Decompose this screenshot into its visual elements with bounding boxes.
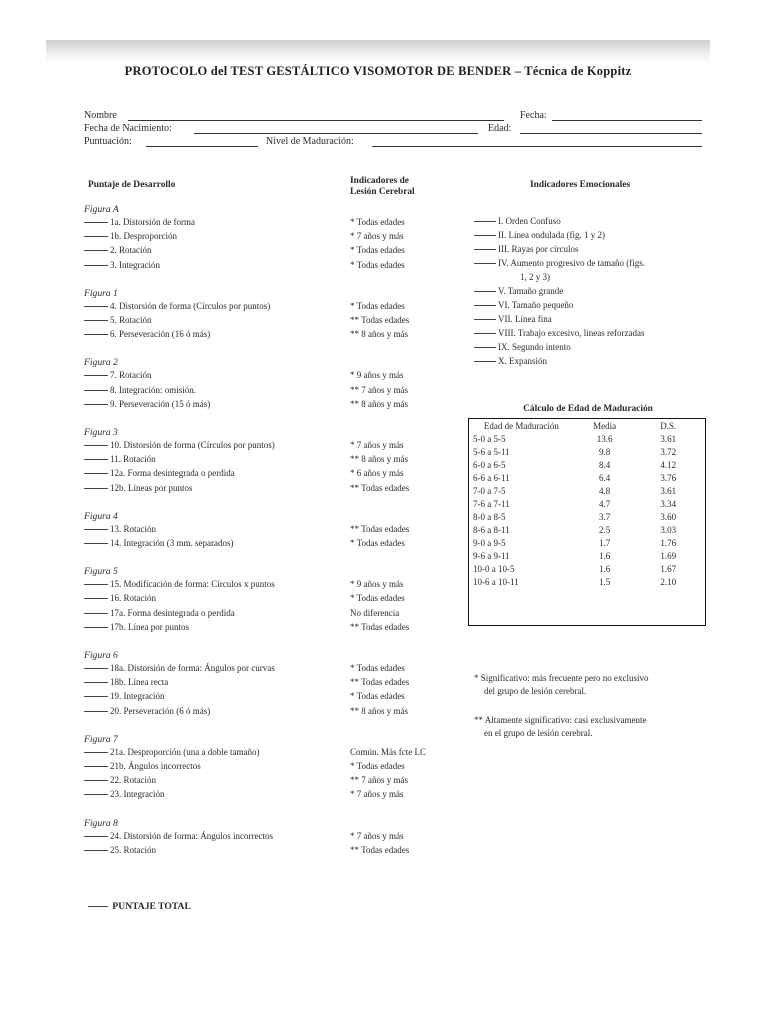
emotional-indicator-label: I. Orden Confuso: [498, 216, 561, 226]
score-blank[interactable]: [84, 236, 108, 237]
score-item: [84, 706, 210, 716]
section-heading: Figura 1: [84, 287, 118, 299]
lesion-indicator-value: * Todas edades: [350, 217, 405, 227]
section-heading: Figura 4: [84, 510, 118, 522]
maturation-age-cell: 9-0 a 9-5: [473, 538, 506, 548]
score-blank[interactable]: [84, 404, 108, 405]
score-item-label: 19. Integración: [110, 691, 165, 702]
score-blank[interactable]: [84, 250, 108, 251]
score-blank[interactable]: [84, 682, 108, 683]
section-heading: Figura 6: [84, 650, 118, 661]
score-item-label: 9. Perseveración (15 ó más): [110, 398, 211, 409]
desarrollo-heading: Puntaje de Desarrollo: [88, 180, 176, 190]
note-altamente: [474, 714, 646, 740]
lesion-indicator-value: ** 7 años y más: [350, 384, 408, 395]
lesion-indicator-value: ** 7 años y más: [350, 775, 408, 786]
score-blank[interactable]: [84, 473, 108, 474]
section-heading: Figura 8: [84, 817, 118, 829]
score-item-label: 24. Distorsión de forma: Ángulos incorrectos: [110, 830, 273, 841]
score-item: [84, 831, 273, 841]
score-item: [84, 440, 275, 450]
score-blank[interactable]: [84, 794, 108, 795]
lesion-indicator-value: * 9 años y más: [350, 579, 404, 590]
lesion-heading-line1: Indicadores de: [350, 176, 409, 186]
emotional-indicator-item: [474, 214, 710, 228]
maturation-row: [471, 434, 699, 447]
maturation-ds-cell: 3.72: [660, 447, 677, 457]
score-item-label: 17a. Forma desintegrada o perdida: [110, 607, 235, 618]
score-item-label: 1b. Desproporción: [110, 231, 177, 242]
score-item-label: 2. Rotación: [110, 245, 152, 256]
score-blank[interactable]: [84, 334, 108, 335]
maturation-table-box: [468, 418, 706, 626]
score-item: [84, 454, 156, 464]
score-item: [84, 789, 164, 799]
maturation-media-cell: 6.4: [599, 473, 611, 483]
emocionales-heading: Indicadores Emocionales: [530, 180, 631, 190]
emotional-indicator-label: IV. Aumento progresivo de tamaño (figs.: [498, 258, 646, 268]
score-item-label: 11. Rotación: [110, 454, 156, 465]
lesion-indicator-value: ** Todas edades: [350, 523, 410, 534]
maturation-row: [471, 486, 699, 499]
score-item-label: 6. Perseveración (16 ó más): [110, 329, 211, 340]
score-item: [84, 217, 195, 227]
maturation-media-cell: 9.8: [599, 447, 611, 457]
lesion-indicator-value: ** 8 años y más: [350, 329, 408, 340]
maturation-age-cell: 8-6 a 8-11: [473, 525, 510, 535]
emotional-indicator-label: VII. Línea fina: [498, 314, 552, 324]
emotional-indicator-item: [474, 354, 710, 368]
fecha-field[interactable]: [552, 111, 702, 121]
maturation-age-cell: 7-6 a 7-11: [473, 499, 510, 509]
lesion-heading: [350, 176, 415, 198]
score-item: [84, 370, 152, 380]
viewer-top-bar: [46, 40, 710, 64]
note-altamente-line2: en el grupo de lesión cerebral.: [484, 728, 593, 738]
emotional-indicator-label: VI. Tamaño pequeño: [498, 300, 574, 310]
score-item: [84, 747, 259, 757]
score-item-label: 17b. Línea por puntos: [110, 621, 189, 632]
maturation-ds-cell: 2.10: [660, 577, 677, 587]
score-blank[interactable]: [84, 320, 108, 321]
score-item: [84, 524, 156, 534]
maturation-media-cell: 8.4: [599, 460, 611, 470]
score-item-label: 12b. Líneas por puntos: [110, 482, 193, 493]
lesion-indicator-value: ** 8 años y más: [350, 398, 408, 409]
score-blank[interactable]: [84, 766, 108, 767]
emotional-blank[interactable]: [474, 347, 496, 348]
nombre-field[interactable]: [128, 111, 504, 121]
emotional-indicator-item: [474, 340, 710, 354]
emotional-blank[interactable]: [474, 291, 496, 292]
score-item: [84, 677, 168, 687]
maturation-age-cell: 5-6 a 5-11: [473, 447, 510, 457]
lesion-indicator-value: * Todas edades: [350, 761, 405, 771]
score-item: [84, 260, 160, 270]
lesion-indicator-value: Común. Más fcte LC: [350, 746, 426, 757]
nombre-label: Nombre: [84, 110, 117, 121]
maturation-row: [471, 460, 699, 473]
score-blank[interactable]: [84, 459, 108, 460]
score-item-label: 7. Rotación: [110, 370, 152, 381]
emotional-indicator-label: VIII. Trabajo excesivo, líneas reforzadas: [498, 328, 645, 338]
lesion-indicator-value: * 7 años y más: [350, 231, 404, 242]
maturation-ds-cell: 4.12: [660, 460, 677, 470]
maturation-ds-cell: 3.76: [660, 473, 677, 483]
maturation-ds-cell: 1.69: [660, 551, 677, 561]
score-blank[interactable]: [84, 598, 108, 599]
lesion-indicator-value: ** Todas edades: [350, 621, 410, 632]
nivel-maduracion-label: Nivel de Maduración:: [266, 136, 354, 147]
lesion-heading-line2: Lesión Cerebral: [350, 187, 415, 197]
emotional-indicator-label: III. Rayas por círculos: [498, 244, 579, 254]
score-item: [84, 761, 201, 771]
section-heading: Figura 3: [84, 427, 118, 438]
puntuacion-label: Puntuación:: [84, 136, 132, 147]
emotional-indicator-item: [474, 312, 710, 326]
emotional-blank[interactable]: [474, 319, 496, 320]
maturation-age-cell: 6-6 a 6-11: [473, 473, 510, 483]
maturation-header-ds: D.S.: [660, 421, 677, 431]
emotional-indicator-label: II. Línea ondulada (fig. 1 y 2): [498, 230, 605, 240]
score-item-label: 23. Integración: [110, 789, 165, 800]
maturation-table: [471, 421, 699, 590]
score-item-label: 1a. Distorsión de forma: [110, 217, 195, 227]
emotional-blank[interactable]: [474, 235, 496, 236]
lesion-indicator-value: * Todas edades: [350, 593, 405, 604]
score-item-label: 12a. Forma desintegrada o perdida: [110, 468, 235, 479]
maturation-age-cell: 10-0 a 10-5: [473, 564, 515, 574]
score-item: [84, 691, 164, 701]
lesion-indicator-value: * 7 años y más: [350, 440, 404, 450]
score-blank[interactable]: [84, 390, 108, 391]
emotional-blank[interactable]: [474, 221, 496, 222]
score-blank[interactable]: [84, 752, 108, 753]
score-blank[interactable]: [84, 627, 108, 628]
score-blank[interactable]: [84, 543, 108, 544]
score-item: [84, 538, 233, 548]
lesion-indicator-value: No diferencia: [350, 607, 400, 618]
lesion-indicator-value: * Todas edades: [350, 538, 405, 548]
score-blank[interactable]: [84, 780, 108, 781]
maturation-row: [471, 512, 699, 525]
emotional-indicator-item: [474, 270, 710, 284]
lesion-indicator-value: * Todas edades: [350, 245, 405, 256]
section-heading: Figura 2: [84, 357, 118, 369]
emotional-indicator-label: V. Tamaño grande: [498, 286, 564, 296]
emotional-indicator-label: 1, 2 y 3): [520, 272, 550, 282]
maturation-ds-cell: 3.61: [660, 434, 677, 444]
score-item-label: 18b. Línea recta: [110, 677, 169, 688]
score-item-label: 10. Distorsión de forma (Círculos por puntos): [110, 440, 275, 450]
score-blank[interactable]: [84, 375, 108, 376]
score-item: [84, 663, 275, 673]
emotional-blank[interactable]: [474, 249, 496, 250]
puntaje-total-blank[interactable]: [88, 906, 108, 907]
puntaje-total: [88, 901, 191, 912]
maturation-header-media: Media: [593, 421, 617, 431]
score-item: [84, 622, 189, 632]
fecha-nacimiento-label: Fecha de Nacimiento:: [84, 123, 172, 134]
maturation-age-cell: 5-0 a 5-5: [473, 434, 506, 444]
maturation-age-cell: 9-6 a 9-11: [473, 551, 510, 561]
emotional-indicator-label: IX. Segundo intento: [498, 342, 571, 352]
maturation-header-age: Edad de Maduración: [483, 421, 559, 431]
score-item: [84, 608, 235, 618]
maturation-row: [471, 577, 699, 590]
lesion-indicator-value: * 9 años y más: [350, 370, 404, 381]
score-blank[interactable]: [84, 613, 108, 614]
lesion-indicator-value: ** Todas edades: [350, 677, 410, 688]
note-significativo-line2: del grupo de lesión cerebral.: [484, 686, 587, 696]
score-blank[interactable]: [84, 265, 108, 266]
score-item: [84, 245, 152, 255]
maturation-row: [471, 499, 699, 512]
section-heading: Figura 7: [84, 733, 118, 745]
maturation-row: [471, 551, 699, 564]
section-heading: Figura A: [84, 204, 119, 215]
score-item-label: 21a. Desproporción (una a doble tamaño): [110, 746, 260, 757]
maturation-media-cell: 1.6: [599, 551, 611, 561]
maturation-ds-cell: 3.34: [660, 499, 677, 509]
maturation-media-cell: 3.7: [599, 512, 611, 522]
score-item: [84, 301, 270, 311]
score-item: [84, 315, 152, 325]
emotional-indicator-label: X. Expansión: [498, 356, 547, 366]
note-significativo: [474, 672, 648, 698]
score-blank[interactable]: [84, 711, 108, 712]
maturation-media-cell: 1.7: [599, 538, 611, 548]
emotional-indicator-item: [474, 284, 710, 298]
maturation-age-cell: 6-0 a 6-5: [473, 460, 506, 470]
emotional-indicator-item: [474, 298, 710, 312]
lesion-indicator-value: ** Todas edades: [350, 844, 410, 855]
score-item-label: 16. Rotación: [110, 593, 156, 604]
maturation-ds-cell: 1.76: [660, 538, 677, 548]
lesion-indicator-value: ** Todas edades: [350, 315, 410, 325]
score-blank[interactable]: [84, 488, 108, 489]
score-item: [84, 593, 156, 603]
maturation-header-row: [471, 421, 699, 434]
score-blank[interactable]: [84, 306, 108, 307]
maturation-ds-cell: 3.61: [660, 486, 677, 496]
fecha-nacimiento-field[interactable]: [194, 124, 478, 134]
lesion-indicator-value: * Todas edades: [350, 300, 405, 311]
lesion-indicator-value: ** 8 años y más: [350, 454, 408, 465]
maturation-age-cell: 10-6 a 10-11: [473, 577, 519, 587]
score-item: [84, 775, 156, 785]
score-blank[interactable]: [84, 696, 108, 697]
emotional-indicators-list: [474, 214, 710, 368]
score-item-label: 8. Integración: omisión.: [110, 384, 196, 395]
maturation-media-cell: 13.6: [596, 434, 613, 444]
lesion-indicator-value: * Todas edades: [350, 259, 405, 270]
note-altamente-line1: ** Altamente significativo: casi exclusivamente: [474, 715, 647, 725]
maturation-ds-cell: 3.03: [660, 525, 677, 535]
emotional-blank[interactable]: [474, 305, 496, 306]
score-item-label: 14. Integración (3 mm. separados): [110, 538, 234, 548]
score-blank[interactable]: [84, 222, 108, 223]
maturation-row: [471, 538, 699, 551]
edad-label: Edad:: [488, 123, 512, 134]
score-item-label: 13. Rotación: [110, 523, 156, 534]
lesion-indicator-value: * Todas edades: [350, 663, 405, 673]
score-blank[interactable]: [84, 445, 108, 446]
maturation-age-cell: 7-0 a 7-5: [473, 486, 506, 496]
maturation-row: [471, 564, 699, 577]
emotional-blank[interactable]: [474, 263, 496, 264]
maturation-media-cell: 4.8: [599, 486, 611, 496]
section-heading: Figura 5: [84, 566, 118, 578]
score-item-label: 5. Rotación: [110, 315, 152, 325]
protocol-sheet: [46, 64, 710, 944]
score-item-label: 22. Rotación: [110, 775, 156, 786]
puntaje-total-label: PUNTAJE TOTAL: [112, 901, 191, 912]
lesion-indicator-value: * 7 años y más: [350, 789, 404, 800]
score-blank[interactable]: [84, 529, 108, 530]
lesion-indicator-value: * Todas edades: [350, 691, 405, 702]
score-item: [84, 845, 156, 855]
score-item-label: 21b. Ángulos incorrectos: [110, 761, 201, 771]
maturation-row: [471, 473, 699, 486]
score-item-label: 4. Distorsión de forma (Círculos por puntos): [110, 300, 271, 311]
score-item: [84, 399, 210, 409]
score-item: [84, 468, 235, 478]
maturation-ds-cell: 1.67: [660, 564, 677, 574]
score-item: [84, 385, 196, 395]
lesion-indicator-value: * 6 años y más: [350, 468, 404, 479]
emotional-indicator-item: [474, 256, 710, 270]
maturation-age-cell: 8-0 a 8-5: [473, 512, 506, 522]
fecha-label: Fecha:: [520, 110, 547, 121]
edad-field[interactable]: [520, 124, 702, 134]
maturation-media-cell: 1.6: [599, 564, 611, 574]
score-item: [84, 329, 210, 339]
score-blank[interactable]: [84, 668, 108, 669]
maturation-media-cell: 1.5: [599, 577, 611, 587]
score-item: [84, 231, 177, 241]
score-item: [84, 579, 275, 589]
lesion-indicator-value: ** 8 años y más: [350, 705, 408, 716]
score-item-label: 25. Rotación: [110, 844, 156, 855]
score-item: [84, 483, 193, 493]
maturation-row: [471, 525, 699, 538]
maturation-row: [471, 447, 699, 460]
lesion-indicator-value: * 7 años y más: [350, 830, 404, 841]
emotional-blank[interactable]: [474, 333, 496, 334]
lesion-indicator-value: ** Todas edades: [350, 482, 410, 493]
emotional-indicator-item: [474, 228, 710, 242]
maturation-media-cell: 2.5: [599, 525, 611, 535]
score-item-label: 15. Modificación de forma: Círculos x puntos: [110, 579, 275, 590]
development-scoring-list: [84, 204, 494, 894]
emotional-indicator-item: [474, 242, 710, 256]
score-blank[interactable]: [84, 836, 108, 837]
score-item-label: 20. Perseveración (6 ó más): [110, 705, 211, 716]
note-significativo-line1: * Significativo: más frecuente pero no exclusivo: [474, 673, 649, 683]
maturation-media-cell: 4.7: [599, 499, 611, 509]
emotional-blank[interactable]: [474, 361, 496, 362]
score-blank[interactable]: [84, 850, 108, 851]
puntuacion-field[interactable]: [146, 137, 258, 147]
maturation-title: Cálculo de Edad de Maduración: [523, 404, 653, 414]
score-item-label: 18a. Distorsión de forma: Ángulos por curvas: [110, 663, 275, 673]
score-item-label: 3. Integración: [110, 259, 160, 270]
emotional-indicator-item: [474, 326, 710, 340]
nivel-maduracion-field[interactable]: [372, 137, 702, 147]
score-blank[interactable]: [84, 584, 108, 585]
page-title: PROTOCOLO del TEST GESTÁLTICO VISOMOTOR DE BENDER – Técnica de Koppitz: [124, 64, 632, 78]
maturation-ds-cell: 3.60: [660, 512, 677, 522]
